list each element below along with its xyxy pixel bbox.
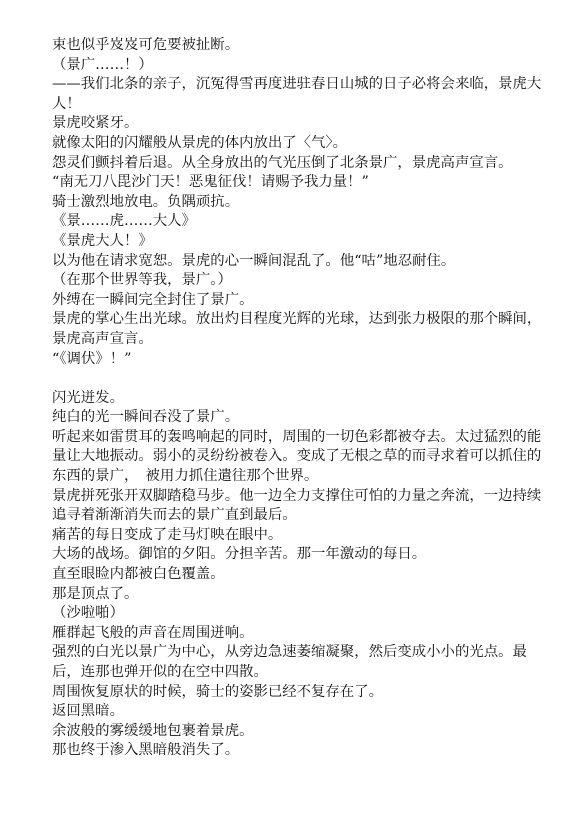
text-line: ——我们北条的亲子，沉冤得雪再度进驻春日山城的日子必将会来临，景虎大人！ bbox=[52, 76, 542, 112]
text-line: 《景……虎……大人》 bbox=[52, 213, 196, 230]
text-line: 周围恢复原状的时候，骑士的姿影已经不复存在了。 bbox=[52, 683, 383, 700]
text-line: 直至眼睑内都被白色覆盖。 bbox=[52, 566, 225, 583]
text-line: 痛苦的每日变成了走马灯映在眼中。 bbox=[52, 526, 283, 543]
text-line: （景广……！） bbox=[52, 56, 153, 73]
text-line: 那也终于渗入黑暗般消失了。 bbox=[52, 742, 240, 759]
blank-line bbox=[52, 369, 552, 389]
text-line: 束也似乎岌岌可危要被扯断。 bbox=[52, 37, 240, 53]
text-line: 怨灵们颤抖着后退。从全身放出的气光压倒了北条景广，景虎高声宣言。 bbox=[52, 154, 513, 171]
document-body bbox=[52, 36, 552, 761]
text-line: 闪光迸发。 bbox=[52, 389, 124, 406]
text-line: 景虎咬紧牙。 bbox=[52, 115, 139, 132]
text-line: 《景虎大人！》 bbox=[52, 232, 153, 249]
text-line: 景虎拼死张开双脚踏稳马步。他一边全力支撑住可怕的力量之奔流，一边持续追寻着渐渐消失而去的景广直到最后。 bbox=[52, 487, 542, 524]
text-line: “《调伏》！” bbox=[52, 350, 132, 367]
text-line: 就像太阳的闪耀般从景虎的体内放出了〈气〉。 bbox=[52, 134, 348, 151]
text-line: 听起来如雷贯耳的轰鸣响起的同时，周围的一切色彩都被夺去。太过猛烈的能量让大地振动。弱小的灵纷纷被卷入。变成了无根之草的而寻求着可以抓住的东西的景广， 被用力抓住遣往那个世界。 bbox=[52, 428, 542, 485]
text-line: 景虎的掌心生出光球。放出灼目程度光辉的光球，达到张力极限的那个瞬间，景虎高声宣言。 bbox=[52, 311, 542, 347]
text-line: 雁群起飞般的声音在周围迸响。 bbox=[52, 624, 254, 641]
text-line: 以为他在请求宽恕。景虎的心一瞬间混乱了。他“咕”地忍耐住。 bbox=[52, 252, 456, 269]
text-line: 骑士激烈地放电。负隅顽抗。 bbox=[52, 193, 240, 210]
text-line: （沙啦啪） bbox=[52, 605, 124, 622]
text-line: （在那个世界等我，景广。） bbox=[52, 272, 232, 289]
text-line: “南无刀八毘沙门天！恶鬼征伐！请赐予我力量！” bbox=[52, 174, 369, 191]
text-line: 余波般的雾缓缓地包裹着景虎。 bbox=[52, 722, 254, 739]
text-line: 外缚在一瞬间完全封住了景广。 bbox=[52, 291, 254, 308]
text-line: 那是顶点了。 bbox=[52, 585, 139, 602]
text-line: 返回黑暗。 bbox=[52, 703, 124, 720]
text-line: 大场的战场。御馆的夕阳。分担辛苦。那一年激动的每日。 bbox=[52, 546, 427, 563]
text-line: 强烈的白光以景广为中心，从旁边急速萎缩凝聚，然后变成小小的光点。最后，连那也弹开似的在空中四散。 bbox=[52, 644, 527, 680]
text-line: 纯白的光一瞬间吞没了景广。 bbox=[52, 409, 240, 426]
